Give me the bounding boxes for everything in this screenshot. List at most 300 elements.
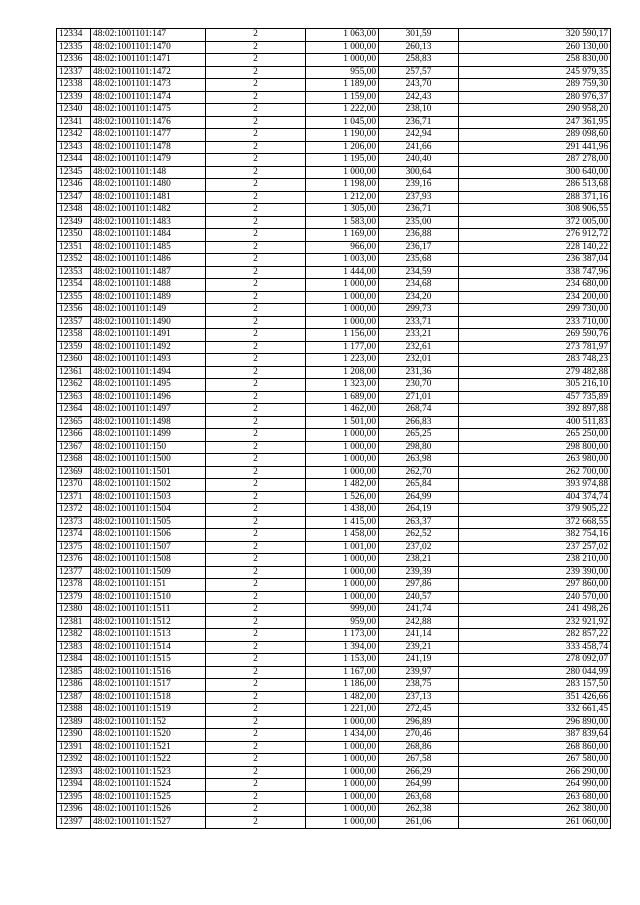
unit-value-cell: 263,68 [379,791,459,804]
row-number-cell: 12374 [57,529,91,542]
row-number-cell: 12386 [57,679,91,692]
row-number-cell: 12334 [57,29,91,42]
area-cell: 1 000,00 [306,41,379,54]
category-code-cell: 2 [206,504,306,517]
unit-value-cell: 239,97 [379,666,459,679]
cadastral-number-cell: 48:02:1001101:1508 [91,554,206,567]
unit-value-cell: 236,17 [379,241,459,254]
category-code-cell: 2 [206,779,306,792]
category-code-cell: 2 [206,204,306,217]
unit-value-cell: 239,39 [379,566,459,579]
table-row [57,716,611,729]
table-row [57,266,611,279]
category-code-cell: 2 [206,541,306,554]
table-row [57,166,611,179]
table-row [57,379,611,392]
area-cell: 966,00 [306,241,379,254]
category-code-cell: 2 [206,104,306,117]
category-code-cell: 2 [206,391,306,404]
table-row [57,441,611,454]
cadastral-value-cell: 278 092,07 [459,654,611,667]
area-cell: 1 177,00 [306,341,379,354]
row-number-cell: 12377 [57,566,91,579]
cadastral-number-cell: 48:02:1001101:1486 [91,254,206,267]
row-number-cell: 12341 [57,116,91,129]
table-row [57,366,611,379]
category-code-cell: 2 [206,166,306,179]
table-row [57,254,611,267]
area-cell: 1 221,00 [306,704,379,717]
unit-value-cell: 236,88 [379,229,459,242]
table-row [57,666,611,679]
row-number-cell: 12335 [57,41,91,54]
area-cell: 1 190,00 [306,129,379,142]
area-cell: 1 000,00 [306,291,379,304]
cadastral-value-cell: 234 200,00 [459,291,611,304]
cadastral-number-cell: 48:02:1001101:1482 [91,204,206,217]
unit-value-cell: 241,74 [379,604,459,617]
area-cell: 1 000,00 [306,304,379,317]
area-cell: 1 189,00 [306,79,379,92]
unit-value-cell: 263,37 [379,516,459,529]
category-code-cell: 2 [206,116,306,129]
row-number-cell: 12397 [57,816,91,829]
table-row [57,804,611,817]
row-number-cell: 12392 [57,754,91,767]
cadastral-number-cell: 48:02:1001101:1474 [91,91,206,104]
row-number-cell: 12367 [57,441,91,454]
area-cell: 1 000,00 [306,554,379,567]
area-cell: 1 000,00 [306,804,379,817]
row-number-cell: 12369 [57,466,91,479]
row-number-cell: 12384 [57,654,91,667]
table-row [57,679,611,692]
row-number-cell: 12363 [57,391,91,404]
unit-value-cell: 267,58 [379,754,459,767]
category-code-cell: 2 [206,291,306,304]
cadastral-value-cell: 351 426,66 [459,691,611,704]
table-row [57,191,611,204]
cadastral-number-cell: 48:02:1001101:1512 [91,616,206,629]
area-cell: 999,00 [306,604,379,617]
cadastral-number-cell: 48:02:1001101:1476 [91,116,206,129]
unit-value-cell: 240,57 [379,591,459,604]
category-code-cell: 2 [206,491,306,504]
cadastral-value-cell: 260 130,00 [459,41,611,54]
unit-value-cell: 242,88 [379,616,459,629]
cadastral-number-cell: 48:02:1001101:1519 [91,704,206,717]
unit-value-cell: 264,99 [379,491,459,504]
category-code-cell: 2 [206,791,306,804]
area-cell: 1 415,00 [306,516,379,529]
cadastral-number-cell: 48:02:1001101:148 [91,166,206,179]
area-cell: 1 000,00 [306,791,379,804]
table-row [57,504,611,517]
cadastral-value-cell: 233 710,00 [459,316,611,329]
cadastral-value-cell: 387 839,64 [459,729,611,742]
area-cell: 1 159,00 [306,91,379,104]
cadastral-number-cell: 48:02:1001101:1470 [91,41,206,54]
row-number-cell: 12383 [57,641,91,654]
cadastral-number-cell: 48:02:1001101:1495 [91,379,206,392]
cadastral-number-cell: 48:02:1001101:1485 [91,241,206,254]
cadastral-number-cell: 48:02:1001101:1497 [91,404,206,417]
cadastral-number-cell: 48:02:1001101:1494 [91,366,206,379]
cadastral-number-cell: 48:02:1001101:147 [91,29,206,42]
cadastral-number-cell: 48:02:1001101:1472 [91,66,206,79]
area-cell: 1 167,00 [306,666,379,679]
cadastral-value-cell: 238 210,00 [459,554,611,567]
cadastral-number-cell: 48:02:1001101:1475 [91,104,206,117]
cadastral-number-cell: 48:02:1001101:1513 [91,629,206,642]
row-number-cell: 12381 [57,616,91,629]
category-code-cell: 2 [206,816,306,829]
unit-value-cell: 300,64 [379,166,459,179]
unit-value-cell: 301,59 [379,29,459,42]
cadastral-number-cell: 48:02:1001101:1489 [91,291,206,304]
area-cell: 1 000,00 [306,741,379,754]
cadastral-value-cell: 332 661,45 [459,704,611,717]
cadastral-number-cell: 48:02:1001101:1525 [91,791,206,804]
cadastral-value-cell: 267 580,00 [459,754,611,767]
cadastral-value-cell: 245 979,35 [459,66,611,79]
cadastral-value-cell: 269 590,76 [459,329,611,342]
table-row [57,129,611,142]
cadastral-value-cell: 261 060,00 [459,816,611,829]
table-row [57,691,611,704]
table-row [57,41,611,54]
cadastral-number-cell: 48:02:1001101:1522 [91,754,206,767]
cadastral-number-cell: 48:02:1001101:1473 [91,79,206,92]
row-number-cell: 12351 [57,241,91,254]
row-number-cell: 12345 [57,166,91,179]
row-number-cell: 12371 [57,491,91,504]
table-body [57,29,611,829]
cadastral-number-cell: 48:02:1001101:1509 [91,566,206,579]
table-row [57,341,611,354]
cadastral-number-cell: 48:02:1001101:1507 [91,541,206,554]
category-code-cell: 2 [206,354,306,367]
unit-value-cell: 268,74 [379,404,459,417]
row-number-cell: 12380 [57,604,91,617]
table-row [57,141,611,154]
table-row [57,204,611,217]
category-code-cell: 2 [206,629,306,642]
unit-value-cell: 238,10 [379,104,459,117]
table-row [57,179,611,192]
unit-value-cell: 230,70 [379,379,459,392]
cadastral-value-cell: 232 921,92 [459,616,611,629]
category-code-cell: 2 [206,479,306,492]
cadastral-value-cell: 268 860,00 [459,741,611,754]
row-number-cell: 12385 [57,666,91,679]
table-row [57,766,611,779]
area-cell: 1 482,00 [306,479,379,492]
row-number-cell: 12343 [57,141,91,154]
cadastral-value-cell: 266 290,00 [459,766,611,779]
cadastral-number-cell: 48:02:1001101:1517 [91,679,206,692]
unit-value-cell: 233,71 [379,316,459,329]
unit-value-cell: 265,25 [379,429,459,442]
category-code-cell: 2 [206,654,306,667]
area-cell: 1 000,00 [306,166,379,179]
area-cell: 1 000,00 [306,454,379,467]
unit-value-cell: 296,89 [379,716,459,729]
area-cell: 1 206,00 [306,141,379,154]
cadastral-value-cell: 379 905,22 [459,504,611,517]
category-code-cell: 2 [206,429,306,442]
area-cell: 1 526,00 [306,491,379,504]
cadastral-value-cell: 333 458,74 [459,641,611,654]
area-cell: 1 462,00 [306,404,379,417]
cadastral-value-cell: 338 747,96 [459,266,611,279]
row-number-cell: 12346 [57,179,91,192]
area-cell: 1 000,00 [306,716,379,729]
table-row [57,404,611,417]
cadastral-value-cell: 287 278,00 [459,154,611,167]
unit-value-cell: 239,16 [379,179,459,192]
table-row [57,79,611,92]
row-number-cell: 12387 [57,691,91,704]
row-number-cell: 12340 [57,104,91,117]
category-code-cell: 2 [206,454,306,467]
unit-value-cell: 234,68 [379,279,459,292]
cadastral-number-cell: 48:02:1001101:151 [91,579,206,592]
category-code-cell: 2 [206,766,306,779]
category-code-cell: 2 [206,54,306,67]
table-row [57,816,611,829]
area-cell: 1 198,00 [306,179,379,192]
table-row [57,579,611,592]
cadastral-value-cell: 264 990,00 [459,779,611,792]
table-row [57,741,611,754]
cadastral-value-cell: 262 380,00 [459,804,611,817]
cadastral-value-cell: 280 044,99 [459,666,611,679]
table-row [57,279,611,292]
row-number-cell: 12336 [57,54,91,67]
row-number-cell: 12355 [57,291,91,304]
area-cell: 1 000,00 [306,279,379,292]
cadastral-number-cell: 48:02:1001101:1492 [91,341,206,354]
cadastral-value-cell: 258 830,00 [459,54,611,67]
row-number-cell: 12339 [57,91,91,104]
area-cell: 1 212,00 [306,191,379,204]
category-code-cell: 2 [206,366,306,379]
category-code-cell: 2 [206,516,306,529]
table-row [57,154,611,167]
cadastral-value-cell: 457 735,89 [459,391,611,404]
cadastral-value-cell: 289 759,30 [459,79,611,92]
area-cell: 959,00 [306,616,379,629]
cadastral-number-cell: 48:02:1001101:1491 [91,329,206,342]
unit-value-cell: 242,94 [379,129,459,142]
area-cell: 1 222,00 [306,104,379,117]
area-cell: 1 000,00 [306,579,379,592]
row-number-cell: 12372 [57,504,91,517]
unit-value-cell: 264,19 [379,504,459,517]
area-cell: 1 153,00 [306,654,379,667]
cadastral-value-cell: 382 754,16 [459,529,611,542]
cadastral-value-cell: 241 498,26 [459,604,611,617]
cadastral-value-cell: 279 482,88 [459,366,611,379]
table-row [57,779,611,792]
cadastral-value-cell: 400 511,83 [459,416,611,429]
cadastral-value-cell: 289 098,60 [459,129,611,142]
row-number-cell: 12348 [57,204,91,217]
unit-value-cell: 235,68 [379,254,459,267]
cadastral-number-cell: 48:02:1001101:1511 [91,604,206,617]
cadastral-number-cell: 48:02:1001101:1515 [91,654,206,667]
category-code-cell: 2 [206,254,306,267]
table-row [57,54,611,67]
cadastral-number-cell: 48:02:1001101:1478 [91,141,206,154]
unit-value-cell: 260,13 [379,41,459,54]
row-number-cell: 12366 [57,429,91,442]
unit-value-cell: 233,21 [379,329,459,342]
table-row [57,616,611,629]
cadastral-number-cell: 48:02:1001101:1502 [91,479,206,492]
category-code-cell: 2 [206,729,306,742]
table-row [57,291,611,304]
cadastral-number-cell: 48:02:1001101:1484 [91,229,206,242]
category-code-cell: 2 [206,29,306,42]
table-row [57,116,611,129]
area-cell: 1 208,00 [306,366,379,379]
cadastral-value-cell: 290 958,20 [459,104,611,117]
cadastral-value-cell: 305 216,10 [459,379,611,392]
row-number-cell: 12376 [57,554,91,567]
cadastral-value-cell: 236 387,04 [459,254,611,267]
category-code-cell: 2 [206,266,306,279]
table-row [57,354,611,367]
category-code-cell: 2 [206,441,306,454]
cadastral-number-cell: 48:02:1001101:1514 [91,641,206,654]
table-row [57,479,611,492]
cadastral-value-cell: 299 730,00 [459,304,611,317]
cadastral-number-cell: 48:02:1001101:1499 [91,429,206,442]
row-number-cell: 12365 [57,416,91,429]
unit-value-cell: 266,83 [379,416,459,429]
cadastral-value-cell: 393 974,88 [459,479,611,492]
unit-value-cell: 272,45 [379,704,459,717]
area-cell: 1 223,00 [306,354,379,367]
cadastral-number-cell: 48:02:1001101:1516 [91,666,206,679]
unit-value-cell: 271,01 [379,391,459,404]
row-number-cell: 12359 [57,341,91,354]
category-code-cell: 2 [206,754,306,767]
unit-value-cell: 241,66 [379,141,459,154]
area-cell: 1 000,00 [306,816,379,829]
table-row [57,304,611,317]
row-number-cell: 12362 [57,379,91,392]
area-cell: 1 482,00 [306,691,379,704]
row-number-cell: 12396 [57,804,91,817]
table-row [57,554,611,567]
unit-value-cell: 235,00 [379,216,459,229]
cadastral-number-cell: 48:02:1001101:1505 [91,516,206,529]
area-cell: 1 000,00 [306,54,379,67]
category-code-cell: 2 [206,216,306,229]
unit-value-cell: 234,20 [379,291,459,304]
area-cell: 1 501,00 [306,416,379,429]
cadastral-number-cell: 48:02:1001101:1481 [91,191,206,204]
area-cell: 1 305,00 [306,204,379,217]
cadastral-value-cell: 288 371,16 [459,191,611,204]
cadastral-number-cell: 48:02:1001101:1488 [91,279,206,292]
unit-value-cell: 257,57 [379,66,459,79]
area-cell: 1 394,00 [306,641,379,654]
cadastral-number-cell: 48:02:1001101:1498 [91,416,206,429]
unit-value-cell: 270,46 [379,729,459,742]
table-row [57,466,611,479]
row-number-cell: 12354 [57,279,91,292]
row-number-cell: 12356 [57,304,91,317]
row-number-cell: 12364 [57,404,91,417]
category-code-cell: 2 [206,591,306,604]
area-cell: 1 045,00 [306,116,379,129]
unit-value-cell: 262,70 [379,466,459,479]
cadastral-value-cell: 372 668,55 [459,516,611,529]
category-code-cell: 2 [206,329,306,342]
category-code-cell: 2 [206,566,306,579]
category-code-cell: 2 [206,304,306,317]
cadastral-value-cell: 265 250,00 [459,429,611,442]
category-code-cell: 2 [206,191,306,204]
row-number-cell: 12337 [57,66,91,79]
cadastral-number-cell: 48:02:1001101:1471 [91,54,206,67]
row-number-cell: 12390 [57,729,91,742]
table-row [57,104,611,117]
cadastral-value-cell: 297 860,00 [459,579,611,592]
unit-value-cell: 263,98 [379,454,459,467]
row-number-cell: 12350 [57,229,91,242]
table-row [57,529,611,542]
area-cell: 1 444,00 [306,266,379,279]
unit-value-cell: 232,61 [379,341,459,354]
category-code-cell: 2 [206,641,306,654]
table-row [57,316,611,329]
row-number-cell: 12352 [57,254,91,267]
cadastral-value-cell: 298 800,00 [459,441,611,454]
area-cell: 1 000,00 [306,466,379,479]
area-cell: 1 323,00 [306,379,379,392]
table-row [57,454,611,467]
cadastral-value-cell: 262 700,00 [459,466,611,479]
cadastral-number-cell: 48:02:1001101:1524 [91,779,206,792]
unit-value-cell: 264,99 [379,779,459,792]
unit-value-cell: 297,86 [379,579,459,592]
row-number-cell: 12382 [57,629,91,642]
category-code-cell: 2 [206,404,306,417]
category-code-cell: 2 [206,91,306,104]
table-row [57,491,611,504]
cadastral-number-cell: 48:02:1001101:1520 [91,729,206,742]
cadastral-number-cell: 48:02:1001101:1504 [91,504,206,517]
cadastral-number-cell: 48:02:1001101:152 [91,716,206,729]
area-cell: 1 583,00 [306,216,379,229]
row-number-cell: 12373 [57,516,91,529]
category-code-cell: 2 [206,66,306,79]
table-row [57,591,611,604]
cadastral-number-cell: 48:02:1001101:1477 [91,129,206,142]
category-code-cell: 2 [206,604,306,617]
area-cell: 1 001,00 [306,541,379,554]
category-code-cell: 2 [206,416,306,429]
cadastral-value-cell: 291 441,96 [459,141,611,154]
table-row [57,641,611,654]
cadastral-value-cell: 276 912,72 [459,229,611,242]
row-number-cell: 12358 [57,329,91,342]
